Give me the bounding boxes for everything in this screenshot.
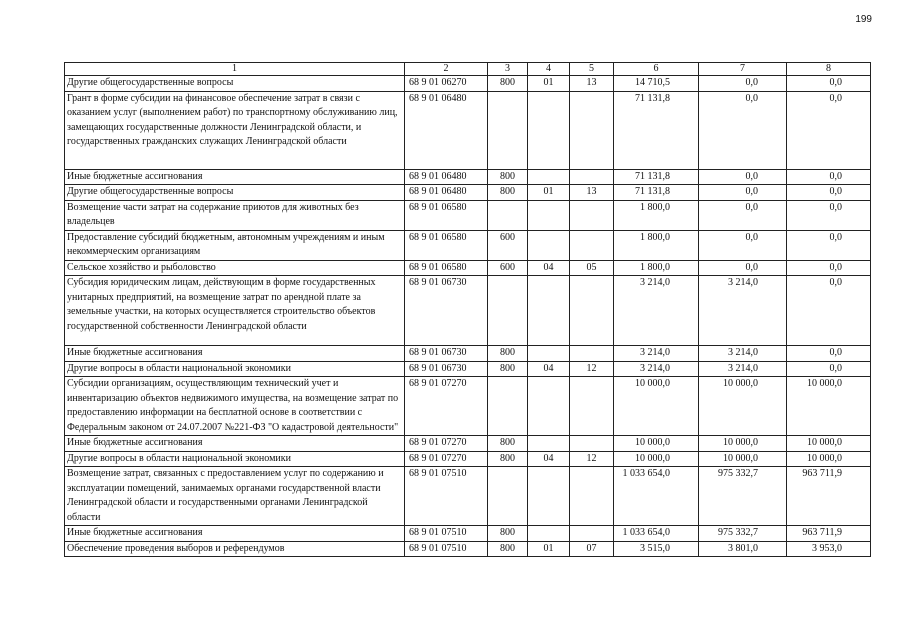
row-name-cell: Другие общегосударственные вопросы bbox=[65, 76, 405, 92]
row-col5-cell bbox=[570, 526, 614, 542]
row-col7-cell: 0,0 bbox=[699, 200, 787, 230]
row-name-cell: Субсидия юридическим лицам, действующим в форме государственных унитарных предприятий, на возмещение затрат по арендной плате за земельные участки, на которых осуществляется строительство объектов государственной собственности Ленинградской области bbox=[65, 276, 405, 346]
row-col6-cell: 3 214,0 bbox=[614, 346, 699, 362]
row-col3-cell bbox=[488, 467, 528, 526]
row-col4-cell bbox=[528, 526, 570, 542]
row-col6-cell: 1 033 654,0 bbox=[614, 526, 699, 542]
header-cell: 1 bbox=[65, 63, 405, 76]
row-col4-cell bbox=[528, 91, 570, 169]
row-col8-cell: 0,0 bbox=[787, 346, 871, 362]
row-name-cell: Другие вопросы в области национальной экономики bbox=[65, 361, 405, 377]
row-col8-cell: 10 000,0 bbox=[787, 451, 871, 467]
row-col8-cell: 10 000,0 bbox=[787, 377, 871, 436]
row-col7-cell: 975 332,7 bbox=[699, 526, 787, 542]
row-col5-cell bbox=[570, 467, 614, 526]
row-col6-cell: 71 131,8 bbox=[614, 169, 699, 185]
row-col3-cell bbox=[488, 377, 528, 436]
row-col5-cell: 12 bbox=[570, 451, 614, 467]
row-code-cell: 68 9 01 06270 bbox=[405, 76, 488, 92]
row-col4-cell: 01 bbox=[528, 541, 570, 557]
row-code-cell: 68 9 01 07510 bbox=[405, 467, 488, 526]
row-col4-cell bbox=[528, 230, 570, 260]
table-row bbox=[65, 346, 871, 362]
row-col7-cell: 3 214,0 bbox=[699, 361, 787, 377]
row-col5-cell bbox=[570, 276, 614, 346]
budget-table bbox=[64, 62, 871, 557]
header-cell: 8 bbox=[787, 63, 871, 76]
row-col3-cell: 800 bbox=[488, 361, 528, 377]
row-col5-cell: 07 bbox=[570, 541, 614, 557]
table-row bbox=[65, 467, 871, 526]
row-col7-cell: 0,0 bbox=[699, 230, 787, 260]
row-col6-cell: 1 800,0 bbox=[614, 200, 699, 230]
row-col7-cell: 10 000,0 bbox=[699, 436, 787, 452]
row-col4-cell bbox=[528, 377, 570, 436]
row-col4-cell bbox=[528, 467, 570, 526]
row-col5-cell: 12 bbox=[570, 361, 614, 377]
row-col3-cell bbox=[488, 276, 528, 346]
row-col7-cell: 3 214,0 bbox=[699, 276, 787, 346]
row-col7-cell: 3 801,0 bbox=[699, 541, 787, 557]
row-col8-cell: 0,0 bbox=[787, 276, 871, 346]
row-name-cell: Возмещение затрат, связанных с предоставлением услуг по содержанию и эксплуатации помещений, занимаемых органами государственной власти Ленинградской области и государственными органами Ленинградской области bbox=[65, 467, 405, 526]
row-col6-cell: 1 033 654,0 bbox=[614, 467, 699, 526]
row-name-cell: Обеспечение проведения выборов и референдумов bbox=[65, 541, 405, 557]
row-col4-cell: 04 bbox=[528, 451, 570, 467]
row-col4-cell: 04 bbox=[528, 361, 570, 377]
row-col8-cell: 0,0 bbox=[787, 91, 871, 169]
table-header-row bbox=[65, 63, 871, 76]
row-col8-cell: 963 711,9 bbox=[787, 467, 871, 526]
row-name-cell: Предоставление субсидий бюджетным, автономным учреждениям и иным некоммерческим организациям bbox=[65, 230, 405, 260]
row-col6-cell: 14 710,5 bbox=[614, 76, 699, 92]
table-row bbox=[65, 76, 871, 92]
row-name-cell: Другие вопросы в области национальной экономики bbox=[65, 451, 405, 467]
row-col6-cell: 71 131,8 bbox=[614, 91, 699, 169]
row-code-cell: 68 9 01 07510 bbox=[405, 541, 488, 557]
row-col3-cell: 800 bbox=[488, 436, 528, 452]
row-col8-cell: 0,0 bbox=[787, 76, 871, 92]
table-row bbox=[65, 377, 871, 436]
row-col6-cell: 3 515,0 bbox=[614, 541, 699, 557]
table-row bbox=[65, 230, 871, 260]
row-col3-cell: 800 bbox=[488, 185, 528, 201]
row-col3-cell: 600 bbox=[488, 260, 528, 276]
table-row bbox=[65, 200, 871, 230]
row-col4-cell bbox=[528, 436, 570, 452]
row-col8-cell: 3 953,0 bbox=[787, 541, 871, 557]
row-code-cell: 68 9 01 07270 bbox=[405, 436, 488, 452]
row-code-cell: 68 9 01 06730 bbox=[405, 361, 488, 377]
row-code-cell: 68 9 01 07510 bbox=[405, 526, 488, 542]
table-row bbox=[65, 451, 871, 467]
row-col3-cell: 800 bbox=[488, 451, 528, 467]
row-code-cell: 68 9 01 07270 bbox=[405, 451, 488, 467]
row-col5-cell: 13 bbox=[570, 185, 614, 201]
row-col3-cell: 600 bbox=[488, 230, 528, 260]
table-row bbox=[65, 276, 871, 346]
row-code-cell: 68 9 01 06580 bbox=[405, 230, 488, 260]
row-col4-cell bbox=[528, 346, 570, 362]
row-col6-cell: 3 214,0 bbox=[614, 276, 699, 346]
row-col8-cell: 0,0 bbox=[787, 169, 871, 185]
row-name-cell: Иные бюджетные ассигнования bbox=[65, 436, 405, 452]
table-body bbox=[65, 63, 871, 557]
row-col5-cell bbox=[570, 91, 614, 169]
row-col3-cell: 800 bbox=[488, 526, 528, 542]
row-code-cell: 68 9 01 06730 bbox=[405, 276, 488, 346]
row-col6-cell: 71 131,8 bbox=[614, 185, 699, 201]
row-col6-cell: 1 800,0 bbox=[614, 260, 699, 276]
row-col4-cell: 04 bbox=[528, 260, 570, 276]
row-name-cell: Другие общегосударственные вопросы bbox=[65, 185, 405, 201]
row-col5-cell bbox=[570, 169, 614, 185]
row-col5-cell bbox=[570, 436, 614, 452]
row-col8-cell: 0,0 bbox=[787, 260, 871, 276]
row-col3-cell bbox=[488, 91, 528, 169]
row-col6-cell: 10 000,0 bbox=[614, 451, 699, 467]
row-col5-cell bbox=[570, 230, 614, 260]
row-name-cell: Возмещение части затрат на содержание приютов для животных без владельцев bbox=[65, 200, 405, 230]
page-number: 199 bbox=[855, 14, 872, 25]
row-col5-cell bbox=[570, 200, 614, 230]
row-code-cell: 68 9 01 06480 bbox=[405, 169, 488, 185]
row-col8-cell: 0,0 bbox=[787, 230, 871, 260]
header-cell: 5 bbox=[570, 63, 614, 76]
row-col7-cell: 3 214,0 bbox=[699, 346, 787, 362]
row-col3-cell: 800 bbox=[488, 346, 528, 362]
row-name-cell: Иные бюджетные ассигнования bbox=[65, 169, 405, 185]
row-col7-cell: 0,0 bbox=[699, 185, 787, 201]
row-code-cell: 68 9 01 06480 bbox=[405, 91, 488, 169]
header-cell: 2 bbox=[405, 63, 488, 76]
table-row bbox=[65, 526, 871, 542]
row-name-cell: Иные бюджетные ассигнования bbox=[65, 346, 405, 362]
row-code-cell: 68 9 01 06480 bbox=[405, 185, 488, 201]
row-col8-cell: 10 000,0 bbox=[787, 436, 871, 452]
row-col7-cell: 975 332,7 bbox=[699, 467, 787, 526]
row-col6-cell: 3 214,0 bbox=[614, 361, 699, 377]
table-row bbox=[65, 260, 871, 276]
row-col3-cell: 800 bbox=[488, 541, 528, 557]
table-row bbox=[65, 361, 871, 377]
row-col5-cell bbox=[570, 377, 614, 436]
row-col5-cell bbox=[570, 346, 614, 362]
row-col4-cell bbox=[528, 200, 570, 230]
row-col7-cell: 10 000,0 bbox=[699, 451, 787, 467]
row-col7-cell: 0,0 bbox=[699, 76, 787, 92]
row-name-cell: Сельское хозяйство и рыболовство bbox=[65, 260, 405, 276]
row-col7-cell: 0,0 bbox=[699, 260, 787, 276]
row-code-cell: 68 9 01 06580 bbox=[405, 200, 488, 230]
row-code-cell: 68 9 01 06580 bbox=[405, 260, 488, 276]
table-row bbox=[65, 436, 871, 452]
row-code-cell: 68 9 01 07270 bbox=[405, 377, 488, 436]
row-col5-cell: 13 bbox=[570, 76, 614, 92]
table-row bbox=[65, 91, 871, 169]
row-col8-cell: 0,0 bbox=[787, 185, 871, 201]
table-row bbox=[65, 185, 871, 201]
header-cell: 7 bbox=[699, 63, 787, 76]
row-col4-cell bbox=[528, 276, 570, 346]
row-name-cell: Грант в форме субсидии на финансовое обеспечение затрат в связи с оказанием услуг (выполнением работ) по транспортному обслуживанию лиц, замещающих государственные должности Ленинградской области, и государственных гражданских служащих Ленинградской области bbox=[65, 91, 405, 169]
row-name-cell: Субсидии организациям, осуществляющим технический учет и инвентаризацию объектов недвижимого имущества, на возмещение затрат по предоставлению информации на бесплатной основе в соответствии с Федеральным законом от 24.07.2007 №221-ФЗ "О кадастровой деятельности" bbox=[65, 377, 405, 436]
table-row bbox=[65, 541, 871, 557]
row-col4-cell: 01 bbox=[528, 185, 570, 201]
header-cell: 4 bbox=[528, 63, 570, 76]
row-col7-cell: 0,0 bbox=[699, 169, 787, 185]
row-col8-cell: 0,0 bbox=[787, 200, 871, 230]
row-col7-cell: 10 000,0 bbox=[699, 377, 787, 436]
row-col8-cell: 0,0 bbox=[787, 361, 871, 377]
row-col3-cell: 800 bbox=[488, 76, 528, 92]
row-col3-cell: 800 bbox=[488, 169, 528, 185]
row-col6-cell: 1 800,0 bbox=[614, 230, 699, 260]
header-cell: 3 bbox=[488, 63, 528, 76]
row-name-cell: Иные бюджетные ассигнования bbox=[65, 526, 405, 542]
table-row bbox=[65, 169, 871, 185]
header-cell: 6 bbox=[614, 63, 699, 76]
row-col7-cell: 0,0 bbox=[699, 91, 787, 169]
row-col8-cell: 963 711,9 bbox=[787, 526, 871, 542]
row-col6-cell: 10 000,0 bbox=[614, 377, 699, 436]
row-col3-cell bbox=[488, 200, 528, 230]
row-col6-cell: 10 000,0 bbox=[614, 436, 699, 452]
row-code-cell: 68 9 01 06730 bbox=[405, 346, 488, 362]
row-col4-cell bbox=[528, 169, 570, 185]
row-col5-cell: 05 bbox=[570, 260, 614, 276]
row-col4-cell: 01 bbox=[528, 76, 570, 92]
